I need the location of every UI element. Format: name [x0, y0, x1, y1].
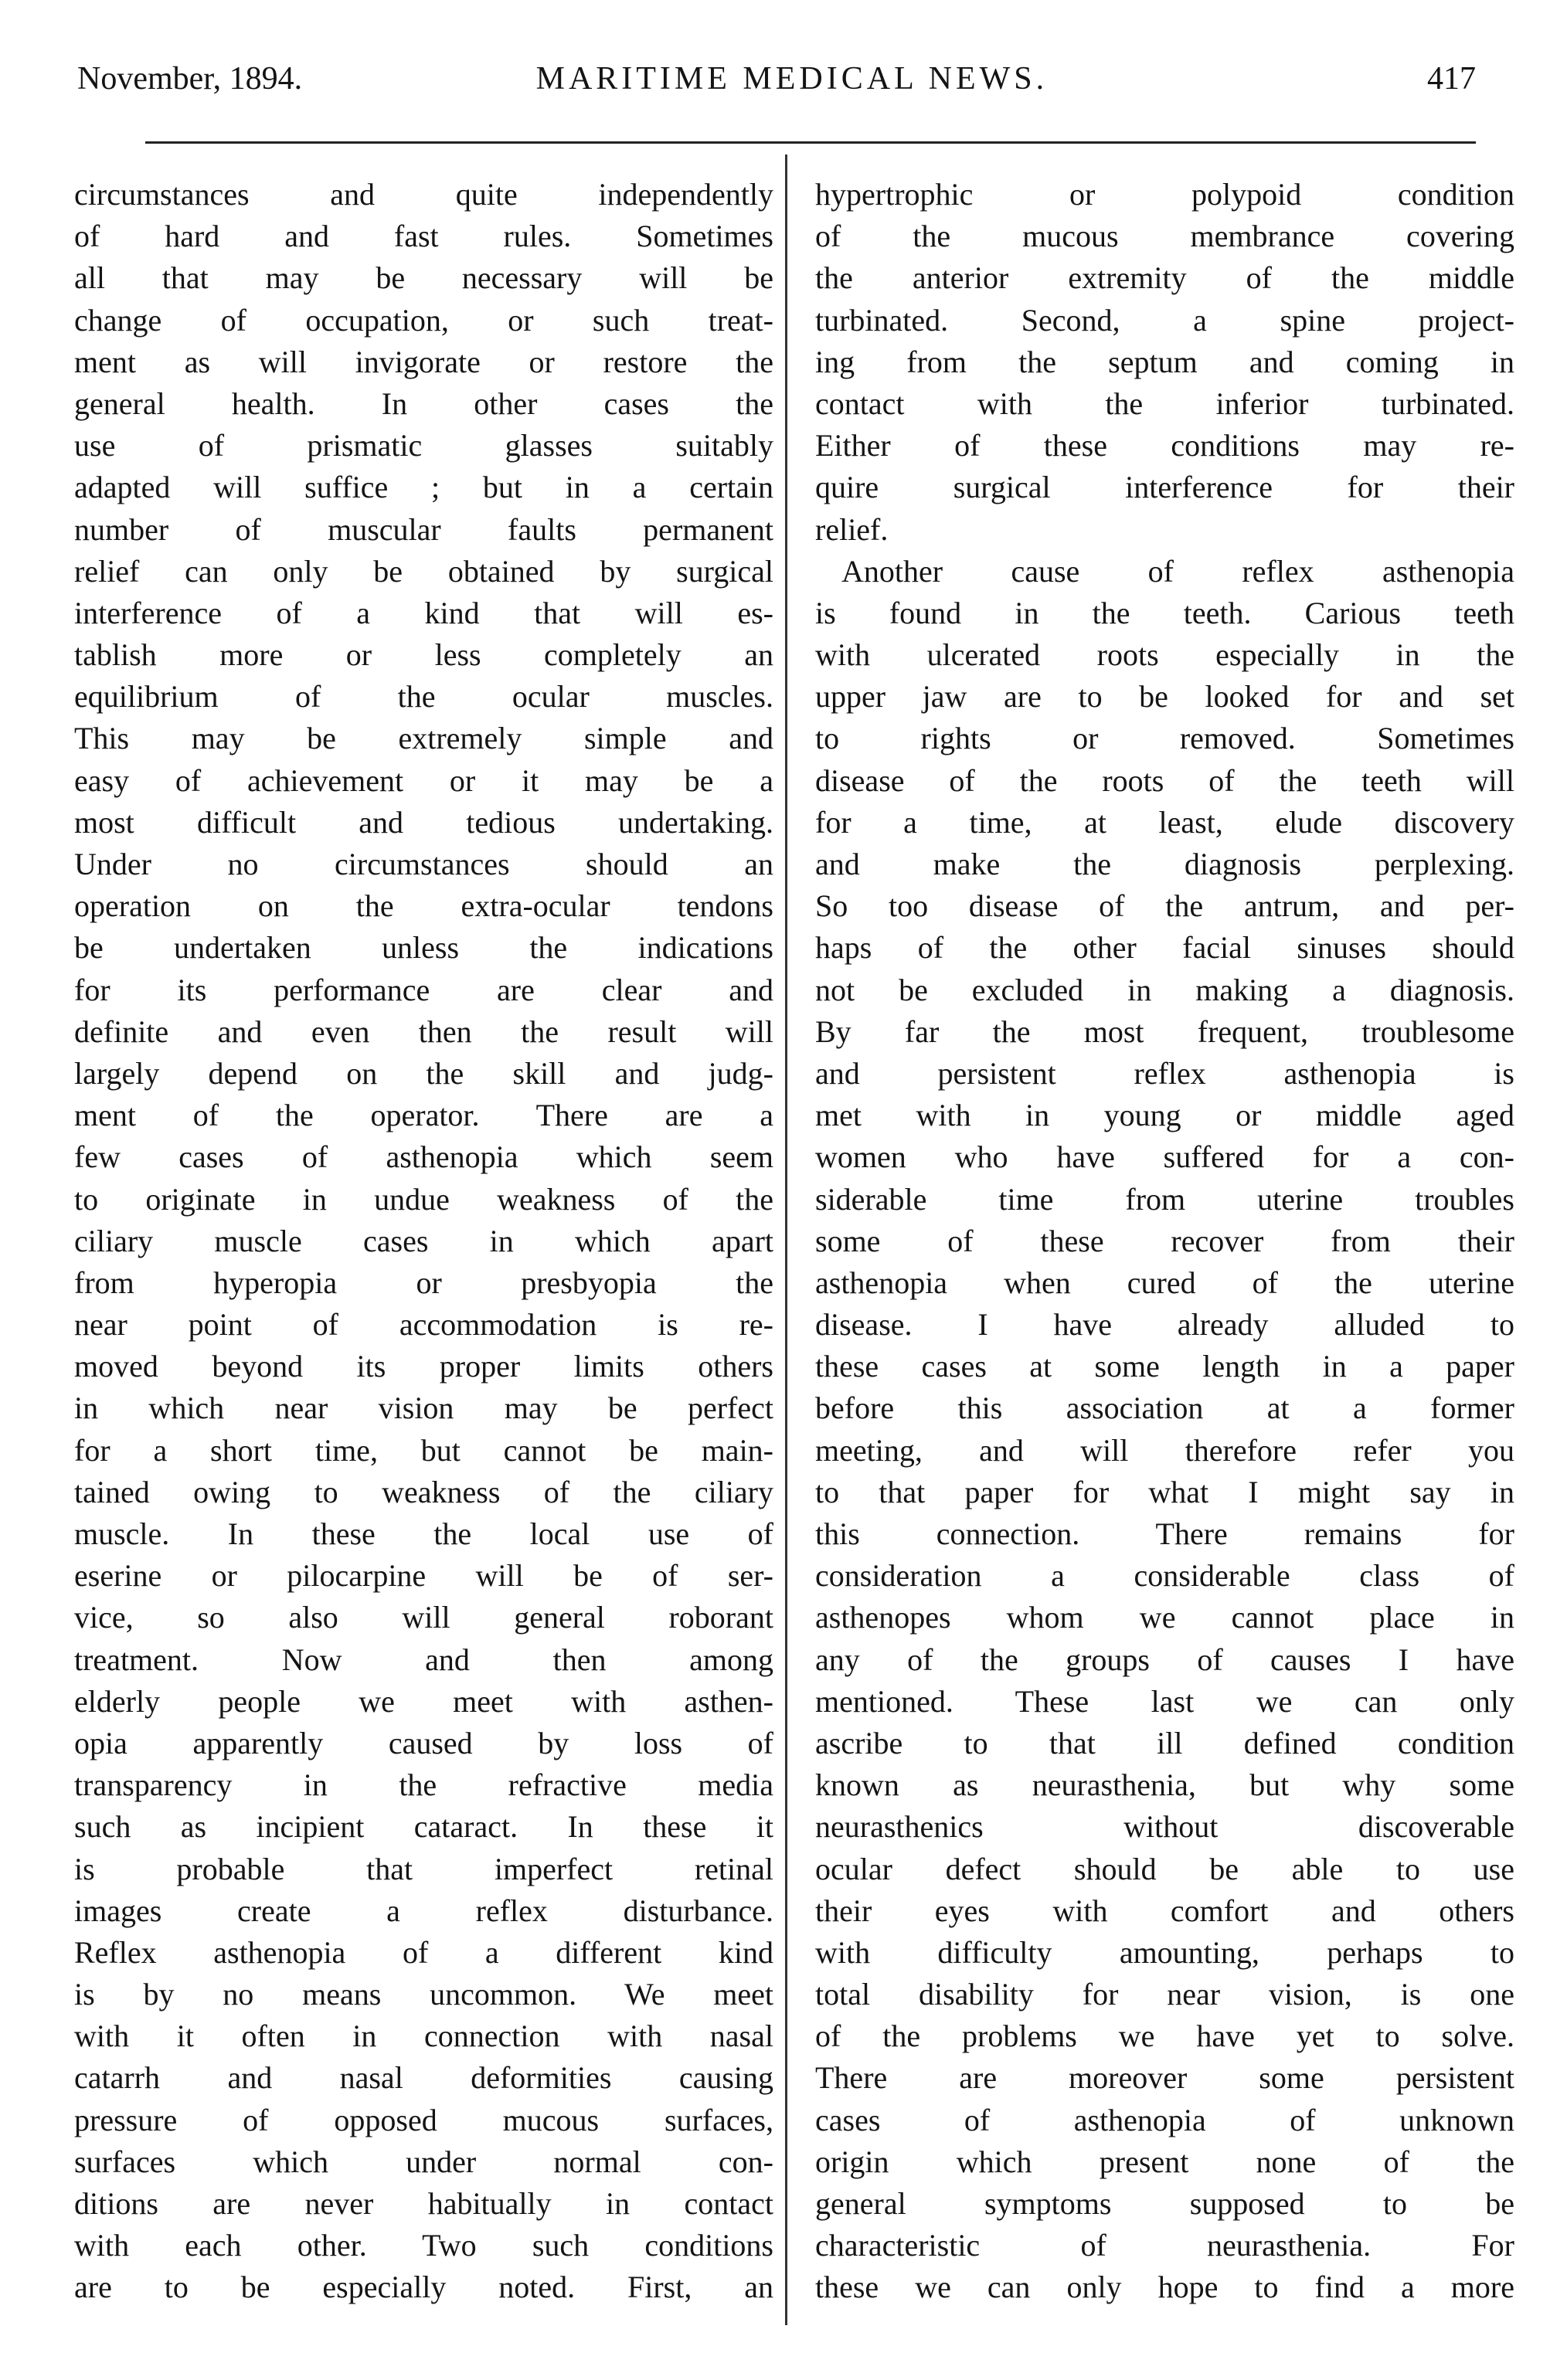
- text-line: transparency in the refractive media: [74, 1767, 773, 1803]
- text-line: general symptoms supposed to be: [815, 2186, 1514, 2221]
- text-line: few cases of asthenopia which seem: [74, 1139, 773, 1175]
- text-line: origin which present none of the: [815, 2144, 1514, 2179]
- text-line: equilibrium of the ocular muscles.: [74, 679, 773, 715]
- text-line: met with in young or middle aged: [815, 1098, 1514, 1133]
- text-line: moved beyond its proper limits others: [74, 1349, 773, 1384]
- text-line: to that paper for what I might say in: [815, 1474, 1514, 1509]
- text-line: total disability for near vision, is one: [815, 1977, 1514, 2012]
- text-line: adapted will suffice ; but in a certain: [74, 470, 773, 505]
- text-line: and persistent reflex asthenopia is: [815, 1055, 1514, 1091]
- text-line: general health. In other cases the: [74, 385, 773, 421]
- text-line: treatment. Now and then among: [74, 1642, 773, 1677]
- text-line: of the problems we have yet to solve.: [815, 2018, 1514, 2054]
- right-column: [815, 174, 1514, 2309]
- text-line: any of the groups of causes I have: [815, 1642, 1514, 1677]
- text-line: in which near vision may be perfect: [74, 1390, 773, 1426]
- text-line: Another cause of reflex asthenopia: [841, 553, 1514, 589]
- text-line: characteristic of neurasthenia. For: [815, 2228, 1514, 2263]
- text-line: from hyperopia or presbyopia the: [74, 1265, 773, 1300]
- text-line: for a short time, but cannot be main-: [74, 1432, 773, 1468]
- text-line: eserine or pilocarpine will be of ser-: [74, 1558, 773, 1594]
- text-line: cases of asthenopia of unknown: [815, 2102, 1514, 2137]
- text-line: Either of these conditions may re-: [815, 428, 1514, 463]
- text-line: muscle. In these the local use of: [74, 1516, 773, 1551]
- text-line: pressure of opposed mucous surfaces,: [74, 2102, 773, 2137]
- text-line: consideration a considerable class of: [815, 1558, 1514, 1594]
- text-line: siderable time from uterine troubles: [815, 1181, 1514, 1217]
- text-line: operation on the extra-ocular tendons: [74, 888, 773, 924]
- text-line: vice, so also will general roborant: [74, 1600, 773, 1635]
- text-line: Under no circumstances should an: [74, 847, 773, 881]
- text-line: of hard and fast rules. Sometimes: [74, 219, 773, 254]
- text-line: definite and even then the result will: [74, 1013, 773, 1049]
- text-line: the anterior extremity of the middle: [815, 260, 1514, 296]
- text-line: ment of the operator. There are a: [74, 1098, 773, 1133]
- text-line: known as neurasthenia, but why some: [815, 1767, 1514, 1803]
- text-line: these cases at some length in a paper: [815, 1349, 1514, 1384]
- text-line: elderly people we meet with asthen-: [74, 1683, 773, 1719]
- text-line: largely depend on the skill and judg-: [74, 1055, 773, 1091]
- text-line: surfaces which under normal con-: [74, 2144, 773, 2179]
- text-line: number of muscular faults permanent: [74, 511, 773, 547]
- text-line: ascribe to that ill defined condition: [815, 1725, 1514, 1760]
- text-line: is by no means uncommon. We meet: [74, 1977, 773, 2012]
- text-line: asthenopia when cured of the uterine: [815, 1265, 1514, 1300]
- text-line: haps of the other facial sinuses should: [815, 930, 1514, 966]
- text-line: this connection. There remains for: [815, 1516, 1514, 1551]
- text-line: to originate in undue weakness of the: [74, 1181, 773, 1217]
- text-line: with each other. Two such conditions: [74, 2228, 773, 2263]
- text-line: not be excluded in making a diagnosis.: [815, 972, 1514, 1007]
- text-line: with ulcerated roots especially in the: [815, 637, 1514, 673]
- text-line: with difficulty amounting, perhaps to: [815, 1934, 1514, 1970]
- text-line: easy of achievement or it may be a: [74, 762, 773, 798]
- text-line: use of prismatic glasses suitably: [74, 428, 773, 463]
- text-line: By far the most frequent, troublesome: [815, 1013, 1514, 1049]
- left-column: [74, 174, 773, 2309]
- text-line: contact with the inferior turbinated.: [815, 385, 1514, 421]
- text-line: such as incipient cataract. In these it: [74, 1809, 773, 1845]
- column-divider: [785, 154, 787, 2325]
- text-line: hypertrophic or polypoid condition: [815, 177, 1514, 212]
- page-number: 417: [1427, 61, 1476, 97]
- text-line: most difficult and tedious undertaking.: [74, 804, 773, 840]
- text-line: images create a reflex disturbance.: [74, 1893, 773, 1928]
- running-header: [77, 60, 1476, 114]
- text-line: opia apparently caused by loss of: [74, 1725, 773, 1760]
- text-line: There are moreover some persistent: [815, 2060, 1514, 2096]
- text-line: change of occupation, or such treat-: [74, 302, 773, 338]
- text-line: to rights or removed. Sometimes: [815, 721, 1514, 756]
- text-line: disease. I have already alluded to: [815, 1307, 1514, 1343]
- text-line: This may be extremely simple and: [74, 721, 773, 756]
- text-line: disease of the roots of the teeth will: [815, 762, 1514, 798]
- text-line: upper jaw are to be looked for and set: [815, 679, 1514, 715]
- text-line: and make the diagnosis perplexing.: [815, 847, 1514, 881]
- text-line: ment as will invigorate or restore the: [74, 344, 773, 379]
- text-line: neurasthenics without discoverable: [815, 1809, 1514, 1845]
- text-line: quire surgical interference for their: [815, 470, 1514, 505]
- text-line: these we can only hope to find a more: [815, 2270, 1514, 2305]
- text-line: ocular defect should be able to use: [815, 1851, 1514, 1886]
- text-line: for its performance are clear and: [74, 972, 773, 1007]
- text-line: of the mucous membrance covering: [815, 219, 1514, 254]
- text-line: turbinated. Second, a spine project-: [815, 302, 1514, 338]
- text-line: ciliary muscle cases in which apart: [74, 1223, 773, 1258]
- text-line: meeting, and will therefore refer you: [815, 1432, 1514, 1468]
- text-line: some of these recover from their: [815, 1223, 1514, 1258]
- text-line: their eyes with comfort and others: [815, 1893, 1514, 1928]
- text-line: asthenopes whom we cannot place in: [815, 1600, 1514, 1635]
- text-line: relief.: [815, 511, 889, 547]
- text-line: ing from the septum and coming in: [815, 344, 1514, 379]
- text-line: mentioned. These last we can only: [815, 1683, 1514, 1719]
- text-line: ditions are never habitually in contact: [74, 2186, 773, 2221]
- header-rule: [145, 141, 1476, 144]
- text-line: Reflex asthenopia of a different kind: [74, 1934, 773, 1970]
- journal-title: MARITIME MEDICAL NEWS.: [535, 61, 1049, 97]
- text-line: near point of accommodation is re-: [74, 1307, 773, 1343]
- text-line: women who have suffered for a con-: [815, 1139, 1514, 1175]
- text-line: is probable that imperfect retinal: [74, 1851, 773, 1886]
- text-line: before this association at a former: [815, 1390, 1514, 1426]
- text-line: tablish more or less completely an: [74, 637, 773, 673]
- text-line: relief can only be obtained by surgical: [74, 553, 773, 589]
- text-line: be undertaken unless the indications: [74, 930, 773, 966]
- text-line: with it often in connection with nasal: [74, 2018, 773, 2054]
- text-line: all that may be necessary will be: [74, 260, 773, 296]
- text-line: for a time, at least, elude discovery: [815, 804, 1514, 840]
- text-line: interference of a kind that will es-: [74, 595, 773, 630]
- text-line: circumstances and quite independently: [74, 177, 773, 212]
- issue-date: November, 1894.: [77, 61, 303, 97]
- text-line: are to be especially noted. First, an: [74, 2270, 773, 2305]
- text-line: catarrh and nasal deformities causing: [74, 2060, 773, 2096]
- text-line: So too disease of the antrum, and per-: [815, 888, 1514, 924]
- text-line: is found in the teeth. Carious teeth: [815, 595, 1514, 630]
- text-line: tained owing to weakness of the ciliary: [74, 1474, 773, 1509]
